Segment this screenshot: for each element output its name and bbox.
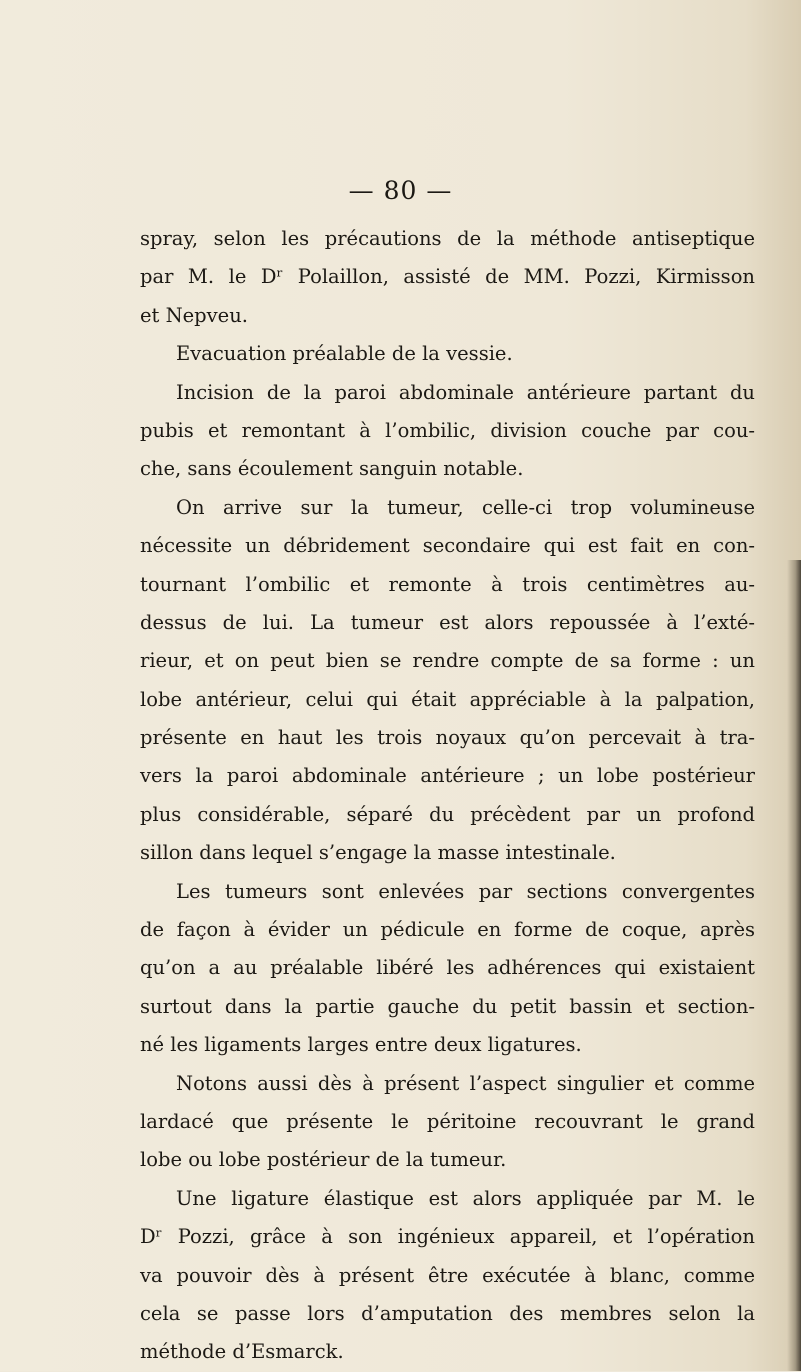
text-line: Les tumeurs sont enlevées par sections convergentes: [176, 879, 755, 903]
text-line: plus considérable, séparé du précèdent par un profond: [140, 802, 755, 826]
text-line: va pouvoir dès à présent être exécutée à blanc, comme: [140, 1263, 755, 1287]
text-line: vers la paroi abdominale antérieure ; un lobe postérieur: [140, 764, 755, 788]
text-line: Incision de la paroi abdominale antérieure partant du: [176, 380, 755, 404]
body-text: [140, 220, 755, 1372]
text-line: surtout dans la partie gauche du petit bassin et section-: [140, 994, 755, 1018]
text-line: cela se passe lors d’amputation des membres selon la: [140, 1301, 755, 1325]
text-line: spray, selon les précautions de la méthode antiseptique: [140, 227, 755, 250]
text-line: qu’on a au préalable libéré les adhérences qui existaient: [140, 956, 755, 980]
text-line: rieur, et on peut bien se rendre compte de sa forme : un: [140, 649, 755, 673]
text-line: che, sans écoulement sanguin notable.: [140, 457, 524, 481]
text-line: né les ligaments larges entre deux ligatures.: [140, 1033, 582, 1057]
text-line: présente en haut les trois noyaux qu’on percevait à tra-: [140, 726, 755, 750]
text-line: lobe antérieur, celui qui était appréciable à la palpation,: [140, 687, 755, 711]
text-line: Une ligature élastique est alors appliquée par M. le: [176, 1186, 755, 1210]
text-line: Evacuation préalable de la vessie.: [176, 342, 513, 366]
text-line: méthode d’Esmarck.: [140, 1340, 344, 1364]
text-line: nécessite un débridement secondaire qui est fait en con-: [140, 534, 755, 558]
text-line: On arrive sur la tumeur, celle-ci trop volumineuse: [176, 495, 755, 519]
text-line: pubis et remontant à l’ombilic, division couche par cou-: [140, 418, 755, 442]
text-line: sillon dans lequel s’engage la masse intestinale.: [140, 841, 616, 865]
page-number: — 80 —: [348, 176, 453, 205]
text-line: lardacé que présente le péritoine recouvrant le grand: [140, 1109, 755, 1133]
text-line: par M. le Dʳ Polaillon, assisté de MM. Pozzi, Kirmisson: [140, 265, 755, 289]
text-line: et Nepveu.: [140, 303, 248, 327]
text-line: Dʳ Pozzi, grâce à son ingénieux appareil, et l’opération: [140, 1225, 755, 1249]
text-line: dessus de lui. La tumeur est alors repoussée à l’exté-: [140, 610, 755, 634]
text-line: de façon à évider un pédicule en forme de coque, après: [140, 918, 755, 942]
page-edge-shadow: [787, 560, 801, 1371]
text-line: tournant l’ombilic et remonte à trois centimètres au-: [140, 572, 755, 596]
text-line: lobe ou lobe postérieur de la tumeur.: [140, 1148, 507, 1172]
text-line: Notons aussi dès à présent l’aspect singulier et comme: [176, 1071, 755, 1095]
